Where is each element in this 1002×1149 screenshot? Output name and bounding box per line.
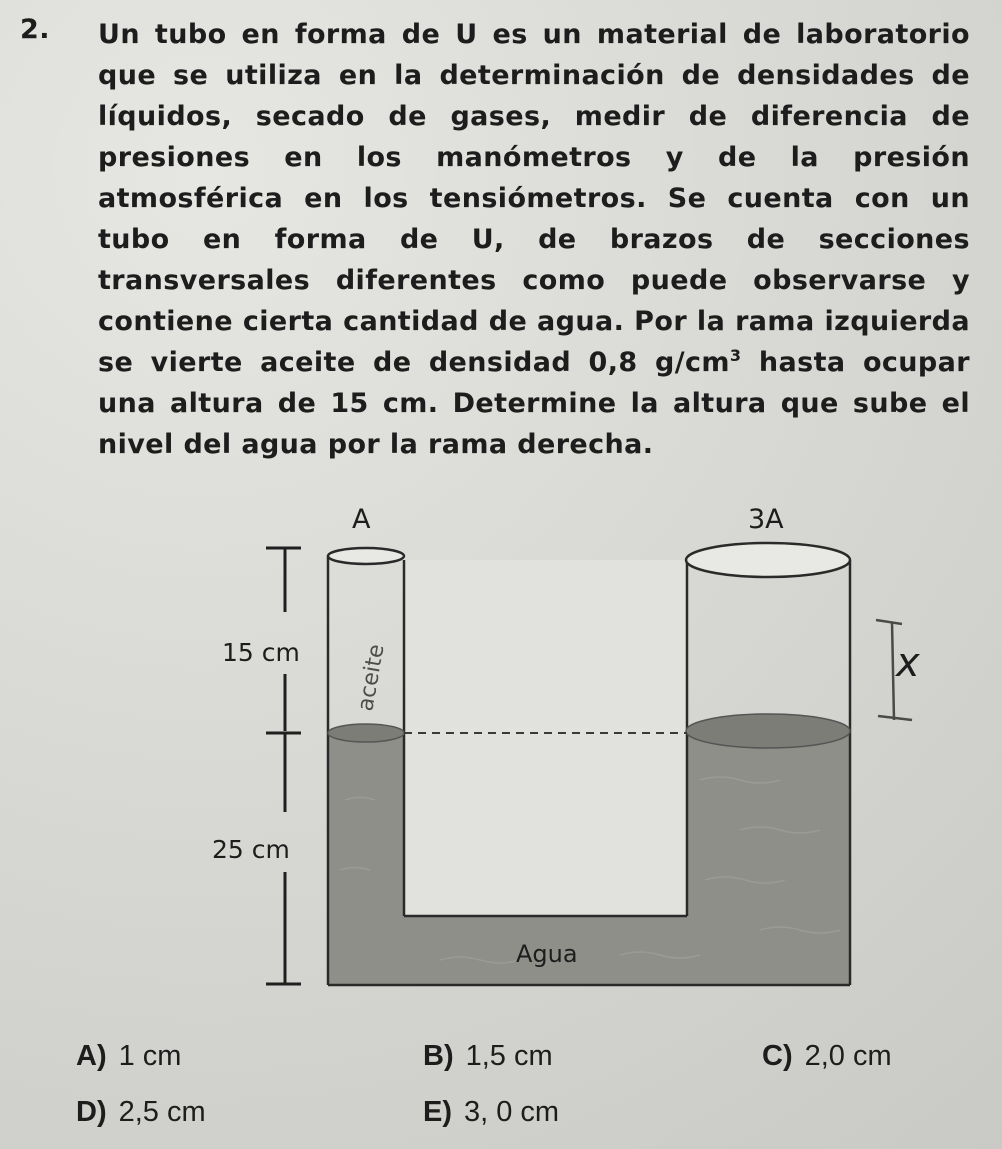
- problem-text-end: hasta ocupar una altura de 15 cm. Determine la altura que sube el nivel del agua por la rama derecha.: [98, 347, 970, 460]
- right-tube-opening: [686, 543, 850, 577]
- option-c-value: 2,0 cm: [804, 1040, 892, 1072]
- option-e[interactable]: [423, 1096, 559, 1129]
- option-b[interactable]: [423, 1040, 553, 1073]
- right-water-surface: [686, 714, 850, 748]
- right-area-label: 3A: [748, 504, 784, 535]
- inner-region: [404, 560, 687, 916]
- oil-height-label: 15 cm: [222, 638, 300, 667]
- oil-handwritten-label: aceite: [353, 642, 390, 714]
- option-c[interactable]: [762, 1040, 892, 1073]
- option-d[interactable]: [76, 1096, 206, 1129]
- left-water-surface: [328, 724, 404, 742]
- option-b-value: 1,5 cm: [465, 1040, 553, 1072]
- problem-number: 2.: [20, 14, 51, 45]
- left-tube-opening: [328, 548, 404, 564]
- option-a-letter: A): [76, 1040, 107, 1072]
- handwritten-x-label: x: [896, 640, 920, 686]
- problem-text-main: Un tubo en forma de U es un material de laboratorio que se utiliza en la determinación de densidades de líquidos, secado de gases, medir de diferencia de presiones en los manómetros y de la presión atmosférica en los tensiómetros. Se cuenta con un tubo en forma de U, de brazos de secciones transversales diferentes como puede observarse y contiene cierta cantidad de agua. Por la rama izquierda se vierte aceite de densidad 0,8: [98, 19, 970, 378]
- density-unit-exponent: 3: [729, 346, 742, 365]
- water-label: Agua: [516, 940, 578, 968]
- density-unit-base: g/cm: [654, 347, 730, 378]
- left-area-label: A: [352, 504, 371, 535]
- option-d-letter: D): [76, 1096, 107, 1128]
- option-b-letter: B): [423, 1040, 454, 1072]
- option-a-value: 1 cm: [118, 1040, 182, 1072]
- option-e-value: 3, 0 cm: [464, 1096, 560, 1128]
- option-e-letter: E): [423, 1096, 452, 1128]
- water-height-label: 25 cm: [212, 835, 290, 864]
- option-d-value: 2,5 cm: [118, 1096, 206, 1128]
- option-a[interactable]: [76, 1040, 181, 1073]
- option-c-letter: C): [762, 1040, 793, 1072]
